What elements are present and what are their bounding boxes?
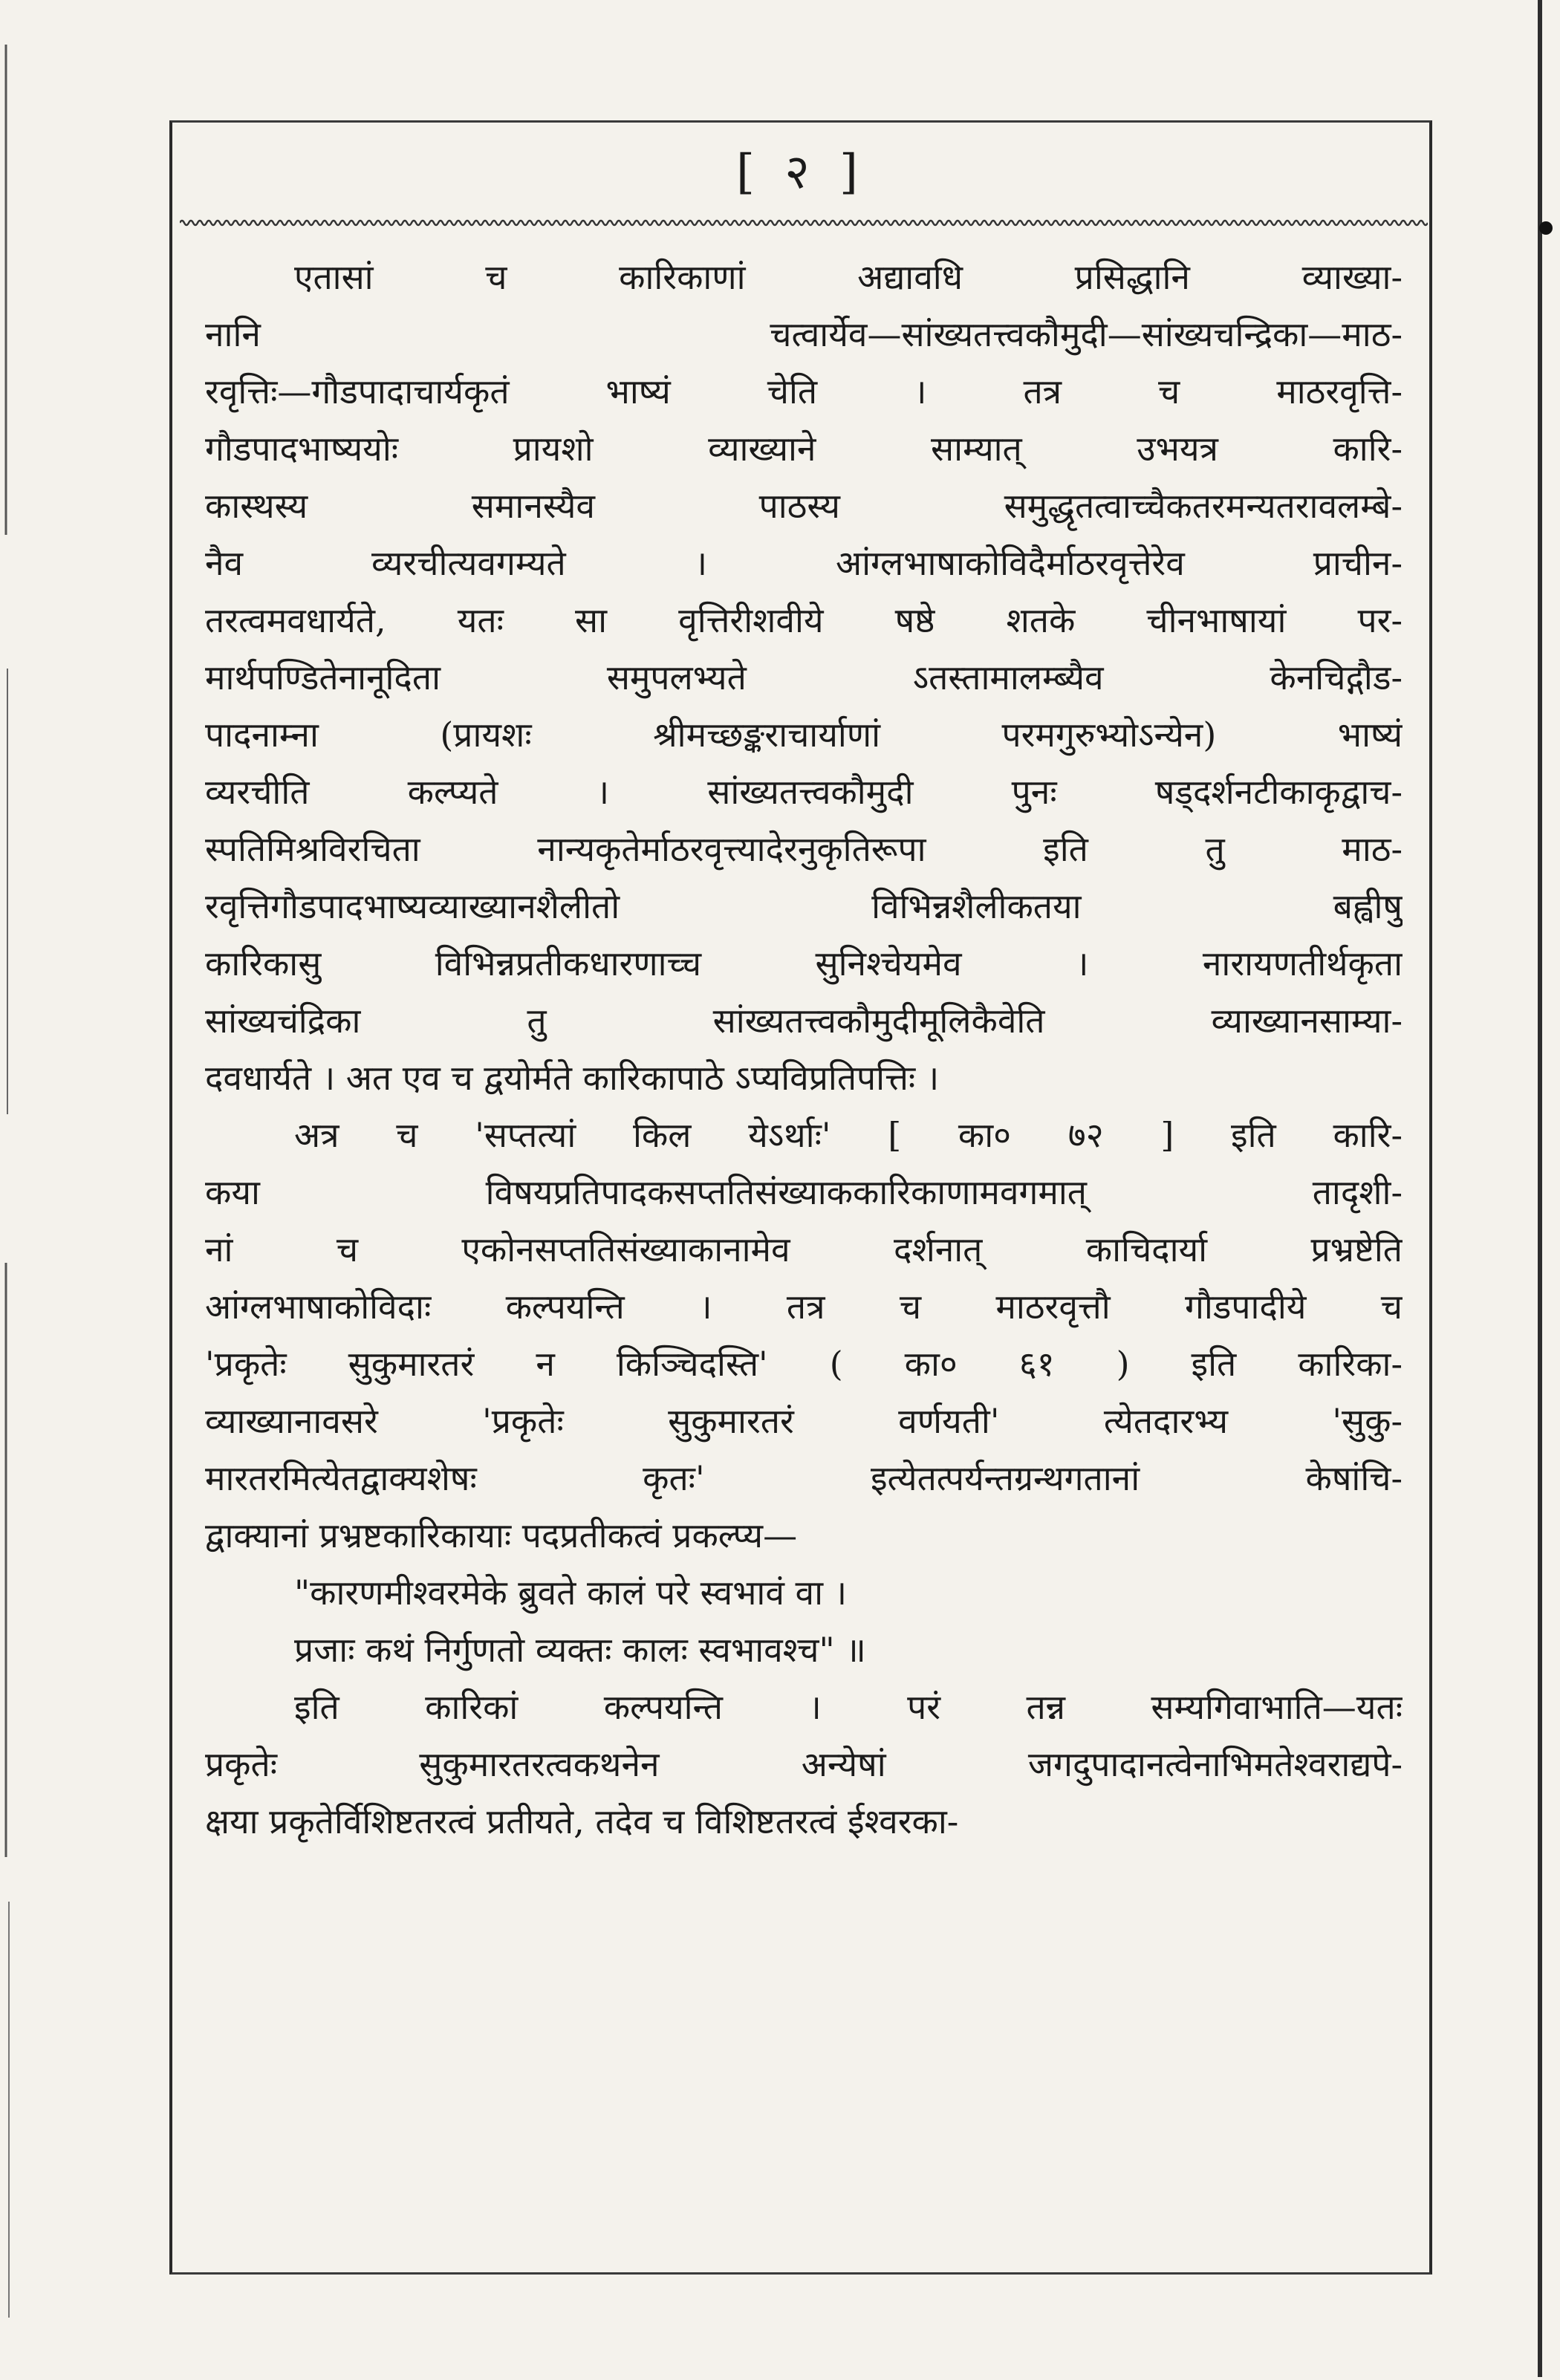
text-line: द्वाक्यानां प्रभ्रष्टकारिकायाः पदप्रतीकत्वं प्रकल्प्य— [205, 1515, 798, 1555]
text-line: मारतरमित्येतद्वाक्यशेषः कृतः' इत्येतत्पर्यन्तग्रन्थगतानां केषांचि- [205, 1458, 1403, 1498]
text-line: व्यरचीति कल्प्यते । सांख्यतत्त्वकौमुदी पुनः षड्दर्शनटीकाकृद्वाच- [205, 772, 1403, 812]
text-line: नैव व्यरचीत्यवगम्यते । आंग्लभाषाकोविदैर्माठरवृत्तेरेव प्राचीन- [205, 543, 1403, 583]
text-line: गौडपादभाष्ययोः प्रायशो व्याख्याने साम्यात् उभयत्र कारि- [205, 429, 1403, 469]
text-line: अत्र च 'सप्तत्यां किल येऽर्थाः' [ का० ७२ ] इति कारि- [294, 1115, 1403, 1155]
text-line: रवृत्तिः—गौडपादाचार्यकृतं भाष्यं चेति । तत्र च माठरवृत्ति- [205, 371, 1403, 412]
text-line: "कारणमीश्वरमेके ब्रुवते कालं परे स्वभावं वा । [294, 1573, 848, 1613]
page-spine-edge [1538, 0, 1542, 2377]
text-line: कास्थस्य समानस्यैव पाठस्य समुद्धृतत्वाच्चैकतरमन्यतरावलम्बे- [205, 486, 1403, 526]
margin-marks-svg [0, 0, 30, 2377]
text-line: प्रकृतेः सुकुमारतरत्वकथनेन अन्येषां जगदुपादानत्वेनाभिमतेश्वराद्यपे- [205, 1744, 1403, 1784]
text-line: तरत्वमवधार्यते, यतः सा वृत्तिरीशवीये षष्ठे शतके चीनभाषायां पर- [205, 600, 1403, 640]
text-line: नानि चत्वार्येव—सांख्यतत्त्वकौमुदी—सांख्यचन्द्रिका—माठ- [205, 314, 1403, 354]
text-line: इति कारिकां कल्पयन्ति । परं तन्न सम्यगिवाभाति—यतः [294, 1687, 1403, 1727]
page-number: [ २ ] [736, 145, 865, 200]
paragraph-1 [205, 249, 1403, 1107]
text-line: सांख्यचंद्रिका तु सांख्यतत्त्वकौमुदीमूलिकैवेति व्याख्यानसाम्या- [205, 1001, 1403, 1041]
text-line: एतासां च कारिकाणां अद्यावधि प्रसिद्धानि व्याख्या- [294, 257, 1403, 297]
text-line: स्पतिमिश्रविरचिता नान्यकृतेर्माठरवृत्त्यादेरनुकृतिरूपा इति तु माठ- [205, 829, 1403, 869]
text-line: नां च एकोनसप्ततिसंख्याकानामेव दर्शनात् काचिदार्या प्रभ्रष्टेति [205, 1229, 1403, 1269]
text-line: व्याख्यानावसरे 'प्रकृतेः सुकुमारतरं वर्णयती' त्येतदारभ्य 'सुकु- [205, 1401, 1403, 1441]
text-line: पादनाम्ना (प्रायशः श्रीमच्छङ्कराचार्याणां परमगुरुभ्योऽन्येन) भाष्यं [205, 715, 1403, 755]
paragraph-2 [205, 1107, 1403, 1564]
left-margin-scan-marks [0, 0, 30, 2377]
text-line: मार्थपण्डितेनानूदिता समुपलभ्यते ऽतस्तामालम्ब्यैव केनचिद्गौड- [205, 657, 1403, 698]
text-body [205, 249, 1403, 1850]
wavy-rule [180, 218, 1428, 228]
verse-block [205, 1564, 1403, 1679]
text-line: दवधार्यते । अत एव च द्वयोर्मते कारिकापाठे ऽप्यविप्रतिपत्तिः । [205, 1058, 940, 1098]
text-line: रवृत्तिगौडपादभाष्यव्याख्यानशैलीतो विभिन्नशैलीकतया बह्वीषु [205, 886, 1403, 926]
text-line: प्रजाः कथं निर्गुणतो व्यक्तः कालः स्वभावश्च" ॥ [294, 1630, 866, 1670]
paragraph-3 [205, 1679, 1403, 1850]
spine-dot [1539, 221, 1553, 235]
text-line: क्षया प्रकृतेर्विशिष्टतरत्वं प्रतीयते, तदेव च विशिष्टतरत्वं ईश्वरका- [205, 1801, 959, 1841]
text-line: आंग्लभाषाकोविदाः कल्पयन्ति । तत्र च माठरवृत्तौ गौडपादीये च [205, 1287, 1403, 1327]
text-line: कया विषयप्रतिपादकसप्ततिसंख्याककारिकाणामवगमात् तादृशी- [205, 1172, 1403, 1212]
text-line: 'प्रकृतेः सुकुमारतरं न किञ्चिदस्ति' ( का० ६१ ) इति कारिका- [205, 1344, 1403, 1384]
page-frame [169, 120, 1432, 2275]
text-line: कारिकासु विभिन्नप्रतीकधारणाच्च सुनिश्चेयमेव । नारायणतीर्थकृता [205, 943, 1403, 983]
